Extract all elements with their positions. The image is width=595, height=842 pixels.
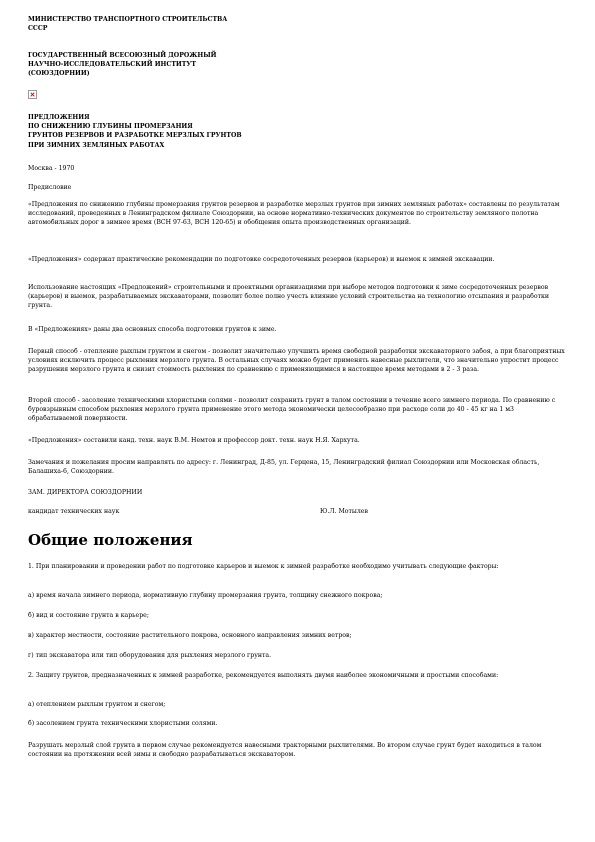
institute-line: ГОСУДАРСТВЕННЫЙ ВСЕСОЮЗНЫЙ ДОРОЖНЫЙ xyxy=(28,52,217,59)
paragraph: «Предложения» составили канд. техн. наук В.М. Немтов и профессор докт. техн. наук Н.Я. Хархута. xyxy=(28,437,360,444)
section-paragraph: а) отеплением рыхлым грунтом и снегом; xyxy=(28,701,166,708)
paragraph: «Предложения» содержат практические рекомендации по подготовке сосредоточенных резервов (карьеров) и выемок к зимней экскавации. xyxy=(28,256,495,263)
section-paragraph: 1. При планировании и проведении работ по подготовке карьеров и выемок к зимней разработке необходимо учитывать следующие факторы: xyxy=(28,563,499,570)
ministry-header xyxy=(28,15,570,33)
paragraph: Второй способ - засоление техническими хлористыми солями - позволит сохранить грунт в талом состоянии в течение всего зимнего периода. По сравнению с буровзрывным способом рыхления мерзлого грунта применение этого метода экономически целесообразно при расходе соли до 40 - 45 кг на 1 м3 обрабатываемой поверхности. xyxy=(28,397,556,423)
section-paragraph: в) характер местности, состояние растительного покрова, основного направления зимних ветров; xyxy=(28,632,352,639)
section-paragraph: 2. Защиту грунтов, предназначенных к зимней разработке, рекомендуется выполнять двумя наиболее экономичными и простыми способами: xyxy=(28,672,499,679)
foreword-heading: Предисловие xyxy=(28,184,72,191)
broken-image-icon xyxy=(28,90,37,99)
paragraph: В «Предложениях» даны два основных способа подготовки грунтов к зиме. xyxy=(28,326,277,333)
title-line: ПО СНИЖЕНИЮ ГЛУБИНЫ ПРОМЕРЗАНИЯ xyxy=(28,123,193,131)
paragraph: «Предложения по снижению глубины промерзания грунтов резервов и разработке мерзлых грунтов при зимних земляных работах» составлены по результатам исследований, проведенных в Ленинградском филиале Союздорнии, на основе нормативно-технических документов по строительству земляного полотна автомобильных дорог в зимнее время (ВСН 97-63, ВСН 120-65) и обобщения опыта производственных организаций. xyxy=(28,201,560,227)
title-line: ГРУНТОВ РЕЗЕРВОВ И РАЗРАБОТКЕ МЕРЗЛЫХ ГРУНТОВ xyxy=(28,132,242,140)
ministry-line: СССР xyxy=(28,25,48,33)
section-paragraph: б) засолением грунта техническими хлористыми солями. xyxy=(28,720,218,727)
document-title xyxy=(28,113,570,150)
section-heading: Общие положения xyxy=(28,531,193,549)
signature-line xyxy=(28,507,570,516)
section-paragraph: г) тип экскаватора или тип оборудования для рыхления мерзлого грунта. xyxy=(28,652,272,659)
section-paragraph: а) время начала зимнего периода, нормативную глубину промерзания грунта, толщину снежного покрова; xyxy=(28,592,383,599)
institute-line: НАУЧНО-ИССЛЕДОВАТЕЛЬСКИЙ ИНСТИТУТ xyxy=(28,61,196,69)
signature-name: Ю.Л. Мотылев xyxy=(320,508,368,515)
section-paragraph: Разрушать мерзлый слой грунта в первом случае рекомендуется навесными тракторными рыхлителями. Во втором случае грунт будет находиться в талом состоянии на протяжении всей зимы и свободно разрабатываться экскаватором. xyxy=(28,742,542,759)
paragraph: Использование настоящих «Предложений» строительными и проектными организациями при выборе методов подготовки к зиме сосредоточенных резервов (карьеров) и выемок, разрабатываемых экскаваторами, позволит более полно учесть влияние условий строительства на технологию отсыпания и разработки грунта. xyxy=(28,284,549,310)
place-year: Москва - 1970 xyxy=(28,165,75,172)
paragraph: Замечания и пожелания просим направлять по адресу: г. Ленинград, Д-85, ул. Герцена, 15, Ленинградский филиал Союздорнии или Московская область, Балашиха-6, Союздорнии. xyxy=(28,459,540,476)
signature-degree: кандидат технических наук xyxy=(28,508,120,515)
paragraph: Первый способ - отепление рыхлым грунтом и снегом - позволит значительно улучшить время свободной разработки экскаваторного забоя, а при благоприятных условиях исключить процесс рыхления мерзлого грунта. В остальных случаях можно будет применять навесные рыхлители, что значительно упростит процесс разрушения мерзлого грунта и снизит стоимость рыхления по сравнению с применяющимися в настоящее время методами в 2 - 3 раза. xyxy=(28,348,565,374)
title-line: ПРИ ЗИМНИХ ЗЕМЛЯНЫХ РАБОТАХ xyxy=(28,141,165,149)
ministry-line: МИНИСТЕРСТВО ТРАНСПОРТНОГО СТРОИТЕЛЬСТВА xyxy=(28,16,228,23)
section-paragraph: б) вид и состояние грунта в карьере; xyxy=(28,612,149,619)
institute-header xyxy=(28,51,570,79)
institute-line: (СОЮЗДОРНИИ) xyxy=(28,70,90,78)
title-line: ПРЕДЛОЖЕНИЯ xyxy=(28,114,90,121)
signature-position: ЗАМ. ДИРЕКТОРА СОЮЗДОРНИИ xyxy=(28,489,143,496)
